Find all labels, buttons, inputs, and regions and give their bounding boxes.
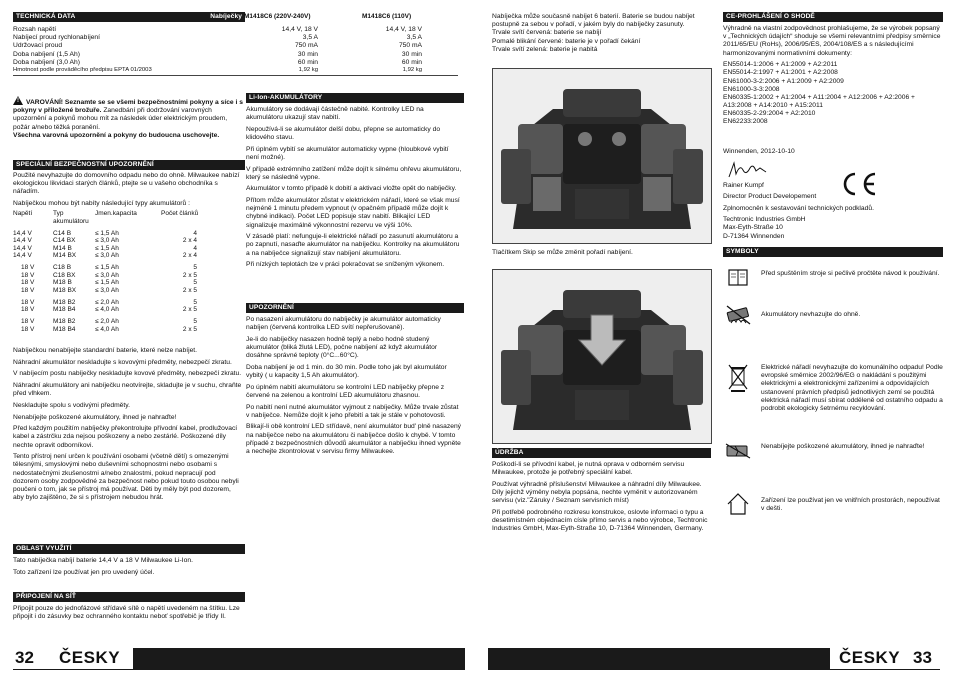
battery-row	[13, 318, 213, 326]
li-ion-header: Li-Ion-AKUMULÁTORY	[246, 93, 464, 103]
maintenance-paragraph: Při potřebě podrobného rozkresu konstrukce, oslovte informaci o typu a desetimístném objednacím císle přímo servis a nebo výrobce, Techtronic Industries GmbH, Max-Eyth-Straße 10, D-71364 Winnenden, Germany.	[492, 508, 708, 533]
ce-mark	[839, 171, 879, 197]
safety-paragraphs	[13, 347, 243, 506]
ce-norm: EN61000-3-3:2008	[723, 85, 780, 93]
battery-col-voltage: Napětí	[13, 210, 33, 218]
page-number-right: 33	[913, 648, 932, 667]
battery-cell: M14 B	[53, 244, 72, 252]
spec-label: Doba nabíjení (1,5 Ah)	[13, 50, 80, 58]
ce-section	[723, 25, 943, 127]
battery-cell: ≤ 3,0 Ah	[95, 252, 119, 260]
battery-cell: C14 BX	[53, 237, 76, 245]
spec-row	[13, 67, 458, 74]
spec-header	[13, 12, 245, 22]
safety-paragraph: Neskladujte spolu s vodivými předměty.	[13, 401, 130, 409]
battery-cell: 18 V	[21, 264, 35, 272]
li-ion-paragraph: Přítom může akumulátor zůstat v elektrickém nářadí, které se však musí nejméně 1 minutu předem vypnout (v opačném případě může dojít k chybné indikaci). Počet LED popisuje stav nabití. Blikající LED signalizuje maximálně výkonnostní rezervu ve výši 10%.	[246, 197, 460, 229]
ce-header: CE-PROHLÁŠENÍ O SHODĚ	[723, 12, 943, 22]
charger-image-skip	[492, 269, 712, 444]
spec-label: Doba nabíjení (3,0 Ah)	[13, 58, 80, 66]
intro-p1: Nabíječka může současně nabíjet 6 baterií. Baterie se budou nabíjet postupně za sebou v pořadí, v jakém byly do nabíječky zasunuty.	[492, 13, 695, 29]
spec-value-1: 750 mA	[294, 42, 318, 50]
battery-cell: ≤ 3,0 Ah	[95, 287, 119, 295]
battery-row	[13, 264, 213, 272]
ce-city: D-71364 Winnenden	[723, 232, 785, 240]
notice-paragraph: Po úplném nabití akumulátoru se kontrolní LED nabíječky přepne z červené na zelenou a kontrolní LED akumulátoru zhasnou.	[246, 383, 445, 399]
battery-row	[13, 326, 213, 334]
safety-paragraph: Tento přístroj není určen k používání osobami (včetně dětí) s omezenými tělesnými, smyslovými nebo duševními schopnostmi nebo osobami s nedostatečnými zkušenostmi a/nebo znalostmi, pokud nepracují pod dozorem osoby zodpovědné za bezpečnost nebo pokud touto osobou nebyli poučeni o tom, jak se přístroj má používat. Děti by měly být pod dozorem, aby bylo zajištěno, že si s přístrojem nebudou hrát.	[13, 453, 239, 502]
intro-green: Trvale svítí zelená: baterie je nabitá	[492, 45, 598, 53]
spec-row	[13, 34, 458, 42]
li-ion-paragraph: V případě extrémního zatížení může dojít k silnému ohřevu akumulátoru, který se následně vypne.	[246, 165, 462, 181]
language-left: ČESKY	[59, 648, 121, 667]
spec-value-2: 14,4 V, 18 V	[385, 26, 422, 33]
battery-cell: 18 V	[21, 325, 35, 333]
maintenance-header: ÚDRŽBA	[492, 448, 711, 458]
battery-cell: 18 V	[21, 279, 35, 287]
battery-cell: ≤ 2,0 Ah	[95, 298, 119, 306]
battery-cell: 5	[193, 279, 197, 287]
warning-body: Zanedbání při dodržování varovných upozornění a pokynů mohou mít za následek úder elektrickým proudem, požár a/nebo těžká poranění.	[13, 107, 228, 131]
battery-cell: 18 V	[21, 287, 35, 295]
ce-date: Winnenden, 2012-10-10	[723, 148, 795, 155]
battery-cell: C18 B	[53, 264, 72, 272]
notice-paragraph: Doba nabíjení je od 1 min. do 30 min. Podle toho jak byl akumulátor vybitý ( u kapacity 1,5 Ah akumulátor).	[246, 363, 447, 380]
notice-paragraph: Je-li do nabíječky nasazen hodně teplý a nebo hodně studený akumulátor (bliká žlutá LED), počne nabíjení až když akumulátor dosáhne správné teploty (0°C...60°C).	[246, 335, 438, 360]
spec-row	[13, 26, 458, 34]
battery-cell: 18 V	[21, 298, 35, 306]
no-fire-battery-icon	[725, 304, 753, 326]
spec-table	[13, 26, 458, 76]
spec-value-2: 750 mA	[398, 42, 422, 50]
battery-cell: ≤ 3,0 Ah	[95, 237, 119, 245]
symbol-text-4: Nenabíjejte poškozené akumulátory, ihned je nahraďte!	[761, 443, 925, 450]
safety-paragraph: Náhradní akumulátor neskladujte s kovovými předměty, nebezpečí zkratu.	[13, 358, 232, 366]
usage-header: OBLAST VYUŽITÍ	[13, 544, 245, 554]
notice-section	[246, 316, 462, 460]
battery-cell: 5	[193, 318, 197, 326]
battery-cell: ≤ 2,0 Ah	[95, 318, 119, 326]
battery-cell: M14 BX	[53, 252, 77, 260]
safety-paragraph: Náhradní akumulátory ani nabíječku neotvírejte, skladujte je v suchu, chraňte před vlhkem.	[13, 382, 242, 398]
ce-norm: EN55014-2:1997 + A1:2001 + A2:2008	[723, 69, 838, 77]
ce-intro: Výhradně na vlastní zodpovědnost prohlašujeme, že se výrobek popsaný v „Technických údajích“ shoduje se všemi relevantními předpisy směrnice 2011/65/EU (RoHs), 2006/95/ES, 2004/108/ES a s následujícími harmonizovanými normativními dokumenty:	[723, 25, 941, 57]
spec-header-col1: Nabíječky	[210, 13, 242, 20]
spec-header-title: TECHNICKÁ DATA	[16, 13, 76, 20]
ce-norms	[723, 61, 943, 126]
battery-cell: C14 B	[53, 229, 72, 237]
spec-value-1: 3,5 A	[302, 34, 318, 42]
battery-row	[13, 237, 213, 245]
battery-cell: M18 B2	[53, 318, 76, 326]
battery-cell: 4	[193, 229, 197, 237]
maintenance-section	[492, 461, 712, 537]
battery-cell: 14,4 V	[13, 252, 32, 260]
safety-p2: Nabíječkou mohou být nabíty následující typy akumulátorů :	[13, 200, 190, 208]
charger-image-top	[492, 68, 712, 244]
battery-cell: ≤ 1,5 Ah	[95, 264, 119, 272]
battery-cell: 5	[193, 298, 197, 306]
signer-name: Rainer Kumpf	[723, 182, 764, 189]
battery-row	[13, 245, 213, 253]
li-ion-section	[246, 106, 462, 273]
battery-cell: M18 B2	[53, 298, 76, 306]
spec-row	[13, 42, 458, 50]
battery-cell: ≤ 1,5 Ah	[95, 229, 119, 237]
battery-col-capacity: Jmen.kapacita	[95, 210, 137, 218]
safety-section	[13, 172, 243, 337]
li-ion-paragraph: Akumulátory se dodávají částečně nabité. Kontrolky LED na akumulátoru ukazují stav nabití.	[246, 106, 424, 122]
spec-label: Rozsah napětí	[13, 26, 57, 33]
spec-row	[13, 59, 458, 67]
battery-cell: 2 x 5	[182, 271, 197, 279]
network-header: PŘIPOJENÍ NA SÍŤ	[13, 592, 245, 602]
symbol-text-5: Zařízení lze používat jen ve vnitřních prostorách, nepoužívat v dešti.	[761, 497, 940, 513]
li-ion-paragraph: Nepoužívá-li se akumulátor delší dobu, přepne se automaticky do klidového stavu.	[246, 125, 441, 142]
intro-red-blink: Pomalé blikání červené: baterie je v pořadí čekání	[492, 37, 641, 45]
battery-col-cells: Počet článků	[161, 210, 199, 218]
battery-cell: ≤ 4,0 Ah	[95, 325, 119, 333]
li-ion-paragraph: Při nízkých teplotách lze v práci pokračovat se sníženým výkonem.	[246, 261, 445, 269]
safety-paragraph: V nabíjecím postu nabíječky neskladujte kovové předměty, nebezpečí zkratu.	[13, 370, 242, 378]
skip-caption: Tlačítkem Skip se může změnit pořadí nabíjení.	[492, 249, 633, 256]
warning-footer: Všechna varovná upozornění a pokyny do budoucna uschovejte.	[13, 131, 220, 139]
network-section	[13, 605, 243, 625]
maintenance-paragraph: Poškodí-li se přívodní kabel, je nutná oprava v odborném servisu Milwaukee, protože je potřebný speciální kabel.	[492, 461, 685, 477]
warning-triangle-icon: !	[13, 96, 23, 105]
spec-value-1: 1,92 kg	[298, 66, 318, 73]
indoor-use-icon	[726, 492, 750, 516]
spec-header-models	[244, 13, 456, 21]
spec-value-1: 14,4 V, 18 V	[281, 26, 318, 33]
battery-row	[13, 279, 213, 287]
battery-cell: ≤ 4,0 Ah	[95, 306, 119, 314]
warning-block	[13, 96, 243, 140]
maintenance-paragraph: Používat výhradně příslušenství Milwaukee a náhradní díly Milwaukee. Díly jejichž výměny nebyla popsána, nechte vyměnit v autorizovaném servisu (viz."Záruky / Seznam servisních míst)	[492, 480, 702, 505]
safety-p1: Použité nevyhazujte do domovního odpadu nebo do ohně. Milwaukee nabízí ekologickou likvidaci starých článků, ptejte se u vašeho obchodníka s nářadím.	[13, 172, 240, 196]
battery-cell: 18 V	[21, 306, 35, 314]
safety-paragraph: Nenabíjejte poškozené akumulátory, ihned je nahraďte!	[13, 413, 177, 421]
ce-norm: EN60335-1:2002 + A1:2004 + A11:2004 + A12:2006 + A2:2006 + A13:2008 + A14:2010 + A15:2011	[723, 93, 915, 110]
spec-value-2: 60 min	[401, 58, 422, 66]
battery-cell: 4	[193, 244, 197, 252]
spec-label: Hmotnost podle proväděcího předpisu EPTA 01/2003	[13, 66, 152, 73]
spec-value-2: 3,5 A	[406, 34, 422, 42]
ce-street: Max-Eyth-Straße 10	[723, 224, 783, 232]
page-number-left: 32	[15, 648, 34, 667]
spec-row	[13, 51, 458, 59]
battery-cell: ≤ 1,5 Ah	[95, 244, 119, 252]
signature	[726, 160, 786, 180]
read-manual-icon	[727, 268, 749, 288]
usage-p1: Tato nabíječka nabíjí baterie 14,4 V a 18 V Milwaukee Li-Ion.	[13, 557, 193, 564]
symbol-text-3: Elektrické nářadí nevyhazujte do komunálního odpadu! Podle evropské směrnice 2002/96/EG o nakládání s použitými elektrickými a elektronickými zařízeními a odpovídajících ustanovení právních předpisů jednotlivých zemí se použitá elektrická nářadí musí sbírat odděleně od ostatního odpadu a podrobit ekologicky šetrnému recyklování.	[761, 364, 943, 412]
battery-cell: 14,4 V	[13, 229, 32, 237]
spec-value-2: 1,92 kg	[402, 66, 422, 73]
li-ion-paragraph: Akumulátor v tomto případě k dobití a aktivaci vložte opět do nabíječky.	[246, 185, 457, 193]
notice-paragraph: Blikají-li obě kontrolní LED střídavě, není akumulátor bud' plně nasazený na nabíječce nebo na akumulátoru či nabíječce došlo k chybě. V tomto případě z bezpečnostních důvodů akumulátor a nabíječku ihned vypněte a nechejte zkontrolovat v servisu firmy Milwaukee.	[246, 423, 462, 455]
warning-title: VAROVÁNÍ! Seznamte se se všemi bezpečnostními pokyny a síce i s pokyny v přiložené brožuře.	[13, 99, 243, 115]
spec-model-2: M1418C6 (110V)	[362, 13, 412, 20]
intro-section	[492, 13, 710, 54]
battery-row	[13, 287, 213, 295]
signer-title: Director Product Developement	[723, 193, 817, 201]
battery-row	[13, 252, 213, 260]
battery-cell: 18 V	[21, 318, 35, 326]
symbol-text-2: Akumulátory nevhazujte do ohně.	[761, 311, 861, 318]
notice-header: UPOZORNĚNÍ	[246, 303, 464, 313]
ce-norm: EN62233:2008	[723, 118, 768, 126]
network-p1: Připojit pouze do jednofázové střídavé sítě o napětí uvedeném na štítku. Lze připojit i do zásuvky bez ochranného kontaktu neboť spotřebič je třídy II.	[13, 605, 240, 621]
damaged-battery-icon	[725, 443, 751, 459]
battery-cell: 5	[193, 264, 197, 272]
battery-row	[13, 272, 213, 280]
intro-red: Trvale svítí červená: baterie se nabíjí	[492, 29, 602, 37]
ce-norm: EN55014-1:2006 + A1:2009 + A2:2011	[723, 61, 838, 69]
battery-cell: M18 B4	[53, 325, 76, 333]
safety-header: SPECIÁLNÍ BEZPEČNOSTNÍ UPOZORNĚNÍ	[13, 160, 245, 170]
spec-label: Nabíjecí proud rychlonabíjení	[13, 34, 100, 42]
ce-norm: EN61000-3-2:2006 + A1:2009 + A2:2009	[723, 77, 844, 85]
battery-cell: 14,4 V	[13, 237, 32, 245]
battery-row	[13, 299, 213, 307]
symbol-text-1: Před spuštěním stroje si pečlivě pročtěte návod k používání.	[761, 270, 940, 277]
notice-paragraph: Po nasazení akumulátoru do nabíječky je akumulátor automaticky nabíjen (červená kontrolka LED svítí nepřerušovaně).	[246, 316, 441, 332]
li-ion-paragraph: V zásadě platí: nefunguje-li elektrické nářadí po zasunutí akumulátoru a po zapnutí, nasaďte akumulátor na nabíječku. Kontrolky na akumulátoru a na nabíječce signalizují stav nabíjení akumulátoru.	[246, 233, 460, 257]
battery-cell: M18 B4	[53, 306, 76, 314]
battery-cell: C18 BX	[53, 271, 76, 279]
ce-authorized: Zplnomocněn k sestavování technických podkladů.	[723, 205, 874, 212]
battery-cell: ≤ 3,0 Ah	[95, 271, 119, 279]
battery-cell: M18 BX	[53, 287, 77, 295]
battery-cell: 2 x 5	[182, 325, 197, 333]
battery-cell: 2 x 4	[182, 252, 197, 260]
battery-cell: 18 V	[21, 271, 35, 279]
language-right: ČESKY	[839, 648, 901, 667]
spec-value-1: 30 min	[297, 50, 318, 58]
li-ion-paragraph: Při úplném vybití se akumulátor automaticky vypne (hloubkové vybití není možné).	[246, 145, 449, 161]
safety-paragraph: Před každým použitím nabíječky překontrolujte přívodní kabel, prodlužovací kabel a zástrčku zda nejsou poškozeny a nebo zestárlé. Poškozené díly nechte opravit odborníkovi.	[13, 425, 238, 449]
battery-cell: 2 x 5	[182, 287, 197, 295]
ce-company-name: Techtronic Industries GmbH	[723, 216, 806, 224]
battery-cell: M18 B	[53, 279, 72, 287]
spec-value-2: 30 min	[401, 50, 422, 58]
spec-label: Udržovací proud	[13, 42, 63, 50]
spec-model-1: M1418C6 (220V-240V)	[244, 13, 311, 20]
notice-paragraph: Po nabití není nutné akumulátor vyjmout z nabíječky. Může trvale zůstat v nabíječce. Nemůže dojít k jeho přebití a tak je stále v pohotovosti.	[246, 403, 459, 419]
battery-row	[13, 230, 213, 238]
battery-cell: 2 x 5	[182, 306, 197, 314]
ce-company	[723, 205, 938, 241]
ce-norm: EN60335-2-29:2004 + A2:2010	[723, 110, 816, 118]
battery-cell: 2 x 4	[182, 237, 197, 245]
usage-section	[13, 557, 243, 580]
battery-cell: ≤ 1,5 Ah	[95, 279, 119, 287]
battery-cell: 14,4 V	[13, 244, 32, 252]
symbols-header: SYMBOLY	[723, 247, 943, 257]
safety-paragraph: Nabíječkou nenabíjejte standardní baterie, které nelze nabíjet.	[13, 347, 198, 354]
usage-p2: Toto zařízení lze používat jen pro uvedený účel.	[13, 568, 155, 576]
battery-row	[13, 306, 213, 314]
battery-table	[13, 210, 213, 337]
battery-col-type: Typ akumulátoru	[53, 210, 89, 225]
spec-value-1: 60 min	[297, 58, 318, 66]
crossed-bin-icon	[727, 363, 749, 393]
